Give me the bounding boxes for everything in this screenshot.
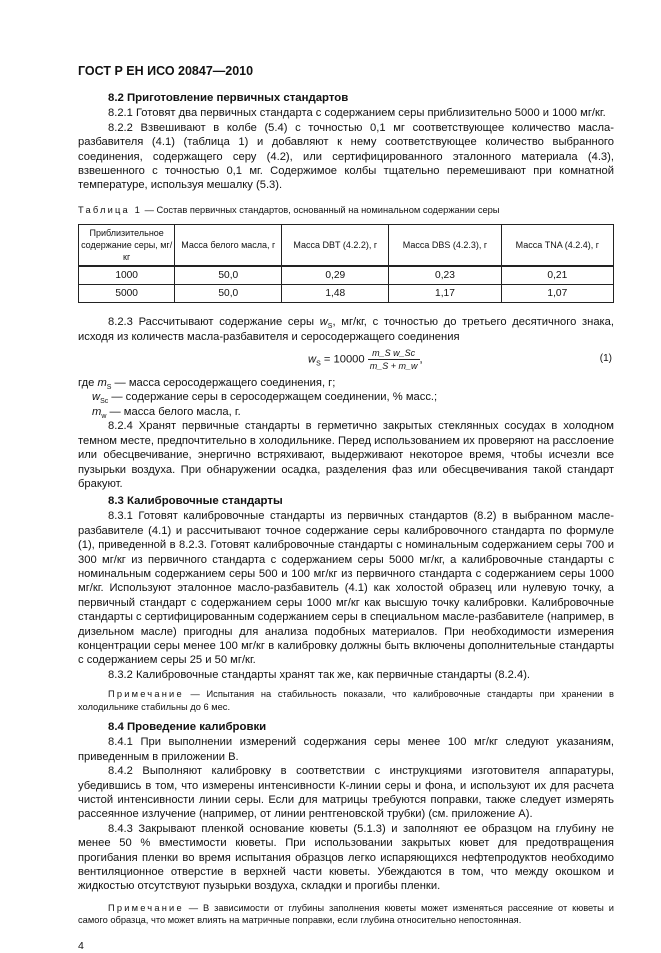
formula-tail: , xyxy=(419,353,423,366)
subscript: S xyxy=(316,360,321,368)
table-row xyxy=(79,285,614,303)
paragraph-8-4-3: 8.4.3 Закрывают пленкой основание кюветы (5.1.3) и заполняют ее образцом на глубину не менее 50 % вместимости кюветы. При использовании закрытых кювет для предотвращения прогибания пленки во время испытания образцов легко испаряющихся нефтепродуктов необходимо вентиляционное отверстие в верхней части кюветы. Убеждаются в том, что между окошком и жидкостью отсутствуют пузырьки воздуха, складки и прогибы пленки. xyxy=(78,822,614,893)
table-row xyxy=(79,266,614,285)
legend-item xyxy=(78,376,614,390)
formula-fraction xyxy=(368,347,420,372)
text: — содержание серы в серосодержащем соединении, % масс.; xyxy=(108,391,438,404)
symbol: m xyxy=(97,377,107,390)
symbol: w xyxy=(319,316,328,329)
formula-numerator: m_S w_Sc xyxy=(368,347,420,360)
table-header-cell: Масса DBS (4.2.3), г xyxy=(389,225,501,267)
subscript: S xyxy=(106,384,112,392)
note xyxy=(78,688,614,713)
paragraph-8-4-2: 8.4.2 Выполняют калибровку в соответствии с инструкциями изготовителя аппаратуры, убедившись в том, что измерены интенсивности К-линии серы и фона, и используют их для расчета чистой интенсивности линии серы. Если для матрицы требуются поправки, также следует измерять рассеянное излучение (например, от линии рентгеновской трубки) (см. приложение А). xyxy=(78,765,614,821)
formula-body xyxy=(308,347,508,372)
text: — масса серосодержащего соединения, г; xyxy=(111,377,336,390)
text: , мг/кг, с точностью до третьего десятичного знака, исходя из количеств масла-разбавителя и серосодержащего соединения xyxy=(78,316,615,343)
table-header-row xyxy=(79,225,614,267)
section-8-4-heading: 8.4 Проведение калибровки xyxy=(108,721,267,734)
formula-eq: = 10000 xyxy=(320,353,368,366)
table-cell: 0,29 xyxy=(282,266,389,285)
table-cell: 1,07 xyxy=(501,285,613,303)
table-cell: 1000 xyxy=(79,266,175,285)
formula-legend xyxy=(78,376,614,419)
paragraph-8-2-1: 8.2.1 Готовят два первичных стандарта с содержанием серы приблизительно 5000 и 1000 мг/кг. xyxy=(108,107,606,120)
table-caption-text: — Состав первичных стандартов, основанный на номинальном содержании серы xyxy=(142,204,500,215)
table-header-cell: Масса TNA (4.2.4), г xyxy=(501,225,613,267)
table-1 xyxy=(78,224,614,303)
table-header-cell: Масса DBT (4.2.2), г xyxy=(282,225,389,267)
formula-denominator: m_S + m_w xyxy=(369,361,418,372)
legend-item xyxy=(78,390,614,404)
subscript: S xyxy=(327,323,333,331)
formula-lhs: w xyxy=(308,353,317,366)
note-text: — В зависимости от глубины заполнения кюветы может изменяться рассеяние от кюветы и самого образца, что может влиять на матричные поправки, если глубина относительно непостоянная. xyxy=(78,902,614,926)
table-cell: 50,0 xyxy=(175,266,282,285)
paragraph-8-2-3 xyxy=(78,315,614,344)
note xyxy=(78,902,614,927)
table-header-cell: Масса белого масла, г xyxy=(175,225,282,267)
legend-item xyxy=(78,405,614,419)
document-header: ГОСТ Р ЕН ИСО 20847—2010 xyxy=(78,64,254,78)
paragraph-8-4-1: 8.4.1 При выполнении измерений содержания серы менее 100 мг/кг следуют указаниям, приведенным в приложении В. xyxy=(78,736,614,763)
symbol: m xyxy=(92,405,102,418)
page-number: 4 xyxy=(78,940,84,953)
text: 8.2.3 Рассчитывают содержание серы xyxy=(108,316,320,329)
table-cell: 1,48 xyxy=(282,285,389,303)
paragraph-8-3-2: 8.3.2 Калибровочные стандарты хранят так же, как первичные стандарты (8.2.4). xyxy=(108,668,531,681)
formula-1 xyxy=(78,347,614,372)
table-cell: 0,23 xyxy=(389,266,501,285)
note-text: — Испытания на стабильность показали, что калибровочные стандарты при хранении в холодильнике стабильны до 6 мес. xyxy=(78,689,614,712)
table-cell: 0,21 xyxy=(501,266,613,285)
table-cell: 5000 xyxy=(79,285,175,303)
table-cell: 1,17 xyxy=(389,285,501,303)
section-8-2-heading: 8.2 Приготовление первичных стандартов xyxy=(108,92,349,105)
note-label: Примечание xyxy=(108,902,184,913)
formula-number: (1) xyxy=(599,353,612,365)
text: где xyxy=(78,377,98,390)
text: — масса белого масла, г. xyxy=(106,405,241,418)
table-cell: 50,0 xyxy=(175,285,282,303)
paragraph-8-2-2: 8.2.2 Взвешивают в колбе (5.4) с точностью 0,1 мг соответствующее количество масла-разбавителя (4.1) (таблица 1) и добавляют к нему соответствующее количество выбранного соединения, содержащего серу (4.2), или сертифицированного эталонного материала (4.3), взвешенного с точностью 0,1 мг. Содержимое колбы тщательно перемешивают при комнатной температуре, используя мешалку (5.3). xyxy=(78,121,614,192)
table-header-cell: Приблизительное содержание серы, мг/кг xyxy=(79,225,175,267)
subscript: w xyxy=(101,413,107,421)
document-page xyxy=(78,64,614,953)
note-label: Примечание xyxy=(108,689,184,700)
subscript: Sc xyxy=(100,398,109,406)
table-caption xyxy=(78,203,614,217)
symbol: w xyxy=(92,391,101,404)
section-8-3-heading: 8.3 Калибровочные стандарты xyxy=(108,495,283,508)
paragraph-8-2-4: 8.2.4 Хранят первичные стандарты в герметично закрытых стеклянных сосудах в холодном темном месте, предпочтительно в холодильнике. Перед использованием их проверяют на расслоение или обесцвечивание, энергично встряхивают, выдерживают некоторое время, чтобы исчезли все пузырьки воздуха. При обнаружении осадка, разделения фаз или обесцвечивания такой стандарт бракуют. xyxy=(78,420,614,490)
table-caption-label: Таблица 1 xyxy=(78,204,143,215)
paragraph-8-3-1: 8.3.1 Готовят калибровочные стандарты из первичных стандартов (8.2) в выбранном масле-разбавителе (4.1) и рассчитывают точное содержание серы калибровочного стандарта по формуле (1), приведенной в 8.2.3. Готовят калибровочные стандарты с номинальным содержанием серы 700 и 300 мг/кг из первичного стандарта с содержанием серы 5000 мг/кг, а калибровочные стандарты с номинальным содержанием серы 500 и 100 мг/кг из первичного стандарта с содержанием серы 1000 мг/кг. Используют эталонное масло-разбавитель (4.1) как холостой образец или нулевую точку, а первичный стандарт с содержанием серы 1000 мг/кг как высшую точку калибровки. Калибровочные стандарты с сертифицированным содержанием серы в специальном масле-разбавителе (например, в дизельном масле) пригодны для анализа подобных материалов. При необходимости измерения концентрации серы менее 100 мг/кг в калибровку должны быть включены дополнительные стандарты с содержанием серы 25 и 50 мг/кг. xyxy=(78,510,614,667)
